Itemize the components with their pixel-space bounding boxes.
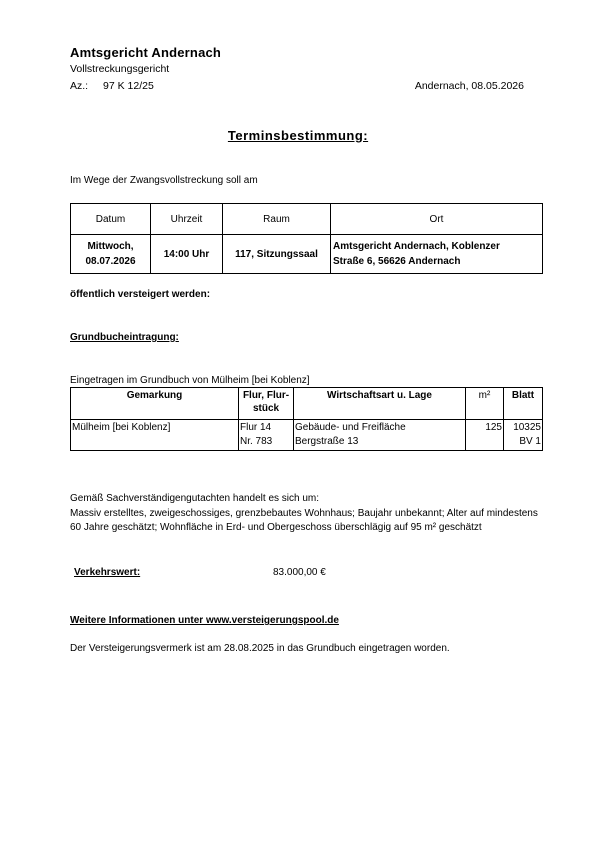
appraisal-text — [70, 492, 550, 536]
header-wirtschaftsart: Wirtschaftsart u. Lage — [294, 388, 466, 420]
court-name: Amtsgericht Andernach — [70, 45, 222, 60]
header-m2: m² — [466, 388, 504, 420]
header-datum: Datum — [71, 204, 151, 235]
cell-gemarkung: Mülheim [bei Koblenz] — [71, 420, 239, 451]
header-raum: Raum — [223, 204, 331, 235]
cell-wirtschaftsart — [294, 420, 466, 451]
cell-flur — [239, 420, 294, 451]
place-date: Andernach, 08.05.2026 — [414, 80, 524, 92]
ort-line-2: Straße 6, 56626 Andernach — [333, 256, 461, 267]
appointment-header-row — [71, 204, 543, 235]
flur-line-2: Nr. 783 — [240, 436, 273, 447]
appointment-row — [71, 235, 543, 274]
header-flur-line-1: Flur, Flur- — [242, 390, 290, 401]
land-register-intro: Eingetragen im Grundbuch von Mülheim [bei Koblenz] — [70, 375, 310, 386]
wirtschaftsart-line-1: Gebäude- und Freifläche — [295, 422, 406, 433]
datum-date: 08.07.2026 — [85, 256, 136, 267]
file-number: 97 K 12/25 — [103, 80, 154, 92]
more-info-link[interactable]: Weitere Informationen unter www.versteigerungspool.de — [70, 615, 339, 626]
cell-raum: 117, Sitzungssaal — [223, 235, 331, 274]
market-value-label: Verkehrswert: — [74, 567, 141, 578]
auction-statement: öffentlich versteigert werden: — [70, 289, 211, 300]
header-blatt: Blatt — [504, 388, 543, 420]
header-uhrzeit: Uhrzeit — [151, 204, 223, 235]
cell-datum — [71, 235, 151, 274]
market-value: 83.000,00 € — [273, 567, 326, 578]
blatt-line-1: 10325 — [513, 422, 541, 433]
appraisal-intro: Gemäß Sachverständigengutachten handelt es sich um: — [70, 493, 320, 504]
cell-m2: 125 — [466, 420, 504, 451]
file-number-label: Az.: — [70, 80, 89, 92]
wirtschaftsart-line-2: Bergstraße 13 — [295, 436, 359, 447]
datum-weekday: Mittwoch, — [87, 241, 134, 252]
ort-line-1: Amtsgericht Andernach, Koblenzer — [333, 241, 500, 252]
cell-uhrzeit: 14:00 Uhr — [151, 235, 223, 274]
auction-note: Der Versteigerungsvermerk ist am 28.08.2025 in das Grundbuch eingetragen worden. — [70, 643, 450, 654]
appointment-table — [70, 203, 543, 274]
document-title: Terminsbestimmung: — [227, 128, 369, 143]
land-register-table — [70, 387, 543, 451]
land-register-heading: Grundbucheintragung: — [70, 332, 179, 343]
header-flur — [239, 388, 294, 420]
header-flur-line-2: stück — [252, 403, 280, 414]
land-register-header-row — [71, 388, 543, 420]
header-gemarkung: Gemarkung — [71, 388, 239, 420]
cell-ort — [331, 235, 543, 274]
header-ort: Ort — [331, 204, 543, 235]
land-register-row — [71, 420, 543, 451]
intro-text: Im Wege der Zwangsvollstreckung soll am — [70, 175, 258, 186]
flur-line-1: Flur 14 — [240, 422, 272, 433]
court-department: Vollstreckungsgericht — [70, 63, 170, 75]
cell-blatt — [504, 420, 543, 451]
appraisal-description: Massiv erstelltes, zweigeschossiges, grenzbebautes Wohnhaus; Baujahr unbekannt; Alter auf mindestens 60 Jahre geschätzt; Wohnfläche in Erd- und Obergeschoss überschlägig auf 95 m² geschätzt — [70, 507, 538, 533]
blatt-line-2: BV 1 — [519, 436, 541, 447]
